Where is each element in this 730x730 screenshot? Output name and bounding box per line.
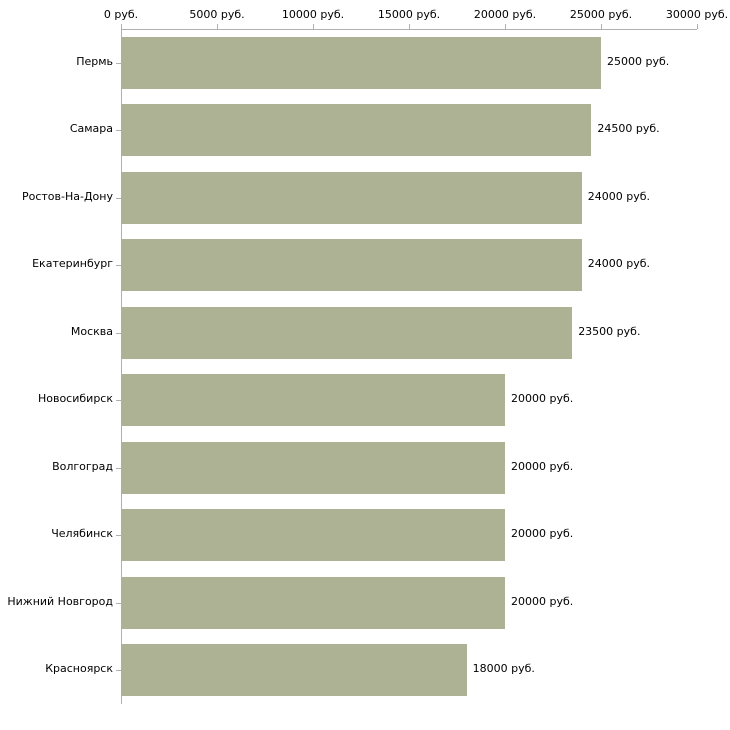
y-axis-tick-mark bbox=[116, 468, 121, 469]
bar[interactable] bbox=[121, 577, 505, 629]
bar-value-label: 24000 руб. bbox=[587, 189, 651, 203]
category-label: Пермь bbox=[76, 54, 113, 68]
x-axis-tick-mark bbox=[409, 24, 410, 29]
x-axis-tick-label: 20000 руб. bbox=[473, 8, 537, 21]
bar[interactable] bbox=[121, 172, 582, 224]
category-label: Челябинск bbox=[51, 527, 113, 541]
x-axis-tick-label: 15000 руб. bbox=[377, 8, 441, 21]
x-axis-tick-mark bbox=[601, 24, 602, 29]
bar[interactable] bbox=[121, 509, 505, 561]
bar[interactable] bbox=[121, 442, 505, 494]
y-axis-tick-mark bbox=[116, 400, 121, 401]
bar[interactable] bbox=[121, 37, 601, 89]
y-axis-tick-mark bbox=[116, 63, 121, 64]
y-axis-tick-mark bbox=[116, 603, 121, 604]
x-axis-tick-label: 10000 руб. bbox=[281, 8, 345, 21]
bar-value-label: 20000 руб. bbox=[511, 527, 574, 541]
category-label: Новосибирск bbox=[37, 392, 113, 406]
bar[interactable] bbox=[121, 644, 467, 696]
bar-value-label: 24000 руб. bbox=[587, 257, 651, 271]
y-axis-tick-mark bbox=[116, 265, 121, 266]
y-axis-tick-mark bbox=[116, 198, 121, 199]
category-label: Волгоград bbox=[52, 459, 113, 473]
y-axis-tick-mark bbox=[116, 130, 121, 131]
y-axis-tick-mark bbox=[116, 333, 121, 334]
category-label: Красноярск bbox=[45, 662, 113, 676]
category-label: Самара bbox=[69, 122, 113, 136]
bar[interactable] bbox=[121, 239, 582, 291]
x-axis-tick-mark bbox=[505, 24, 506, 29]
y-axis-tick-mark bbox=[116, 670, 121, 671]
bar[interactable] bbox=[121, 307, 572, 359]
category-label: Екатеринбург bbox=[32, 257, 113, 271]
bar[interactable] bbox=[121, 374, 505, 426]
bar-value-label: 24500 руб. bbox=[597, 122, 660, 136]
x-axis-tick-mark bbox=[121, 24, 122, 29]
x-axis-tick-label: 0 руб. bbox=[103, 8, 139, 21]
x-axis-tick-label: 25000 руб. bbox=[569, 8, 633, 21]
category-label: Ростов-На-Дону bbox=[21, 189, 113, 203]
bar-value-label: 20000 руб. bbox=[511, 594, 574, 608]
x-axis-tick-label: 5000 руб. bbox=[189, 8, 245, 21]
y-axis-tick-mark bbox=[116, 535, 121, 536]
x-axis-tick-mark bbox=[697, 24, 698, 29]
x-axis-tick-mark bbox=[217, 24, 218, 29]
bar-value-label: 20000 руб. bbox=[511, 392, 574, 406]
category-label: Нижний Новгород bbox=[7, 594, 113, 608]
bar-value-label: 20000 руб. bbox=[511, 459, 574, 473]
category-label: Москва bbox=[70, 324, 113, 338]
bar[interactable] bbox=[121, 104, 591, 156]
x-axis-tick-label: 30000 руб. bbox=[665, 8, 729, 21]
x-axis-line bbox=[121, 29, 697, 30]
x-axis-tick-mark bbox=[313, 24, 314, 29]
bar-value-label: 25000 руб. bbox=[607, 54, 670, 68]
bar-value-label: 18000 руб. bbox=[472, 662, 535, 676]
bar-value-label: 23500 руб. bbox=[578, 324, 641, 338]
